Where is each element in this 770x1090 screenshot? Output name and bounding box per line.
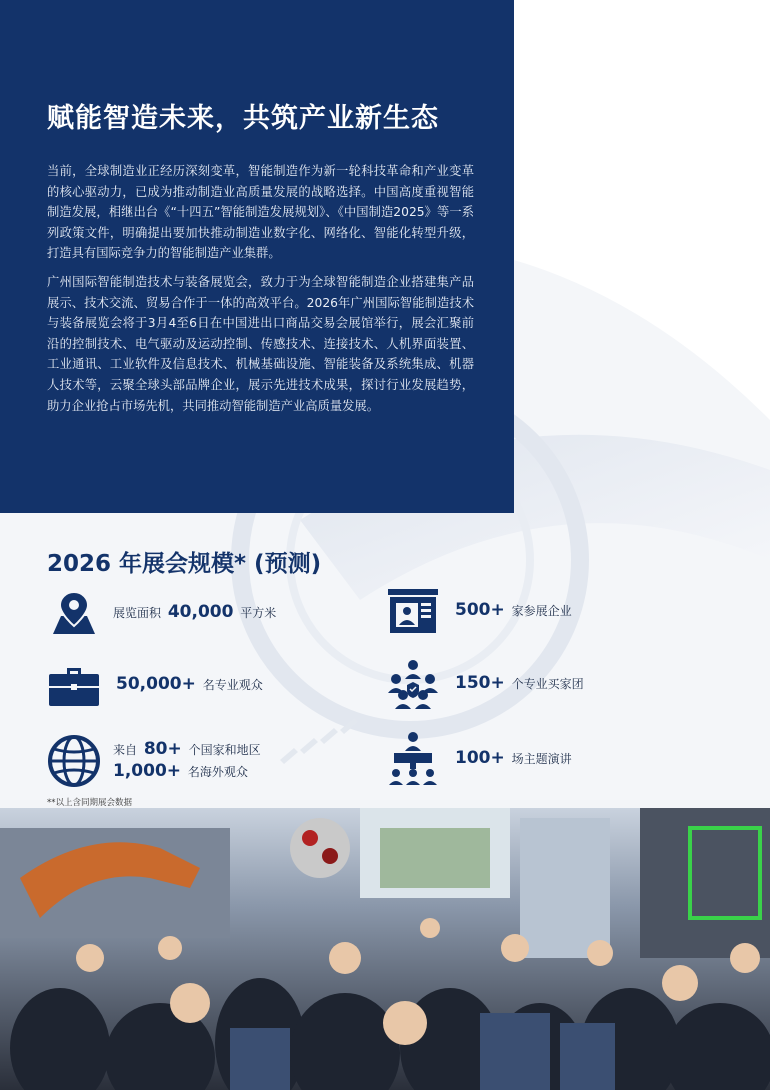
exhibition-crowd-photo [0,808,770,1090]
stat-international-suffix: 个国家和地区 [188,743,261,757]
headline: 赋能智造未来，共筑产业新生态 [47,103,439,134]
stat-talks-value: 100+ [455,748,505,768]
stat-visitors-suffix: 名专业观众 [202,678,263,692]
intro-paragraph-2: 广州国际智能制造技术与装备展览会，致力于为全球智能制造企业搭建集产品展示、技术交流、贸易合作于一体的高效平台。2026年广州国际智能制造技术与装备展览会将于3月4至6日在中国进出口商品交易会展馆举行，展会汇聚前沿的控制技术、电气驱动及运动控制、传感技术、连接技术、人机界面装置、工业通讯、工业软件及信息技术、机械基础设施、智能装备及系统集成、机器人技术等，云聚全球头部品牌企业，展示先进技术成果，探讨行业发展趋势，助力企业抢占市场先机，共同推动智能制造产业高质量发展。 [47,274,474,413]
map-pin-icon [47,588,101,638]
stat-buyers-value: 150+ [455,673,505,693]
briefcase-icon [47,660,101,710]
stat-international-overseas: 1,000+ [113,761,182,781]
buyer-group-icon [386,659,440,709]
stat-area [47,588,276,638]
stat-exhibitors-value: 500+ [455,600,505,620]
speaker-icon [386,734,440,784]
stat-buyers [386,659,584,709]
stat-exhibitors [386,586,572,636]
stat-international-suffix2: 名海外观众 [187,765,248,779]
stat-buyers-suffix: 个专业买家团 [511,677,584,691]
stat-international-countries: 80+ [143,739,182,759]
stat-international-prefix: 来自 [113,743,138,757]
stat-talks [386,734,572,784]
stat-talks-suffix: 场主题演讲 [511,752,572,766]
intro-panel [0,0,514,513]
footnote: **以上含同期展会数据 [47,798,133,808]
stat-area-value: 40,000 [167,602,234,622]
stat-area-prefix: 展览面积 [113,606,162,620]
stat-area-suffix: 平方米 [240,606,277,620]
stat-visitors-value: 50,000+ [116,674,196,694]
stat-visitors [47,660,263,710]
globe-icon [47,736,101,786]
booth-icon [386,586,440,636]
stat-exhibitors-suffix: 家参展企业 [511,604,572,618]
stat-international [47,736,261,786]
scale-title: 2026 年展会规模* (预测) [47,551,322,577]
intro-paragraph-1: 当前，全球制造业正经历深刻变革，智能制造作为新一轮科技革命和产业变革的核心驱动力，已成为推动制造业高质量发展的战略选择。中国高度重视智能制造发展，相继出台《“十四五”智能制造发展规划》、《中国制造2025》等一系列政策文件，明确提出要加快推动制造业数字化、网络化、智能化转型升级，打造具有国际竞争力的智能制造产业集群。 [47,164,474,261]
